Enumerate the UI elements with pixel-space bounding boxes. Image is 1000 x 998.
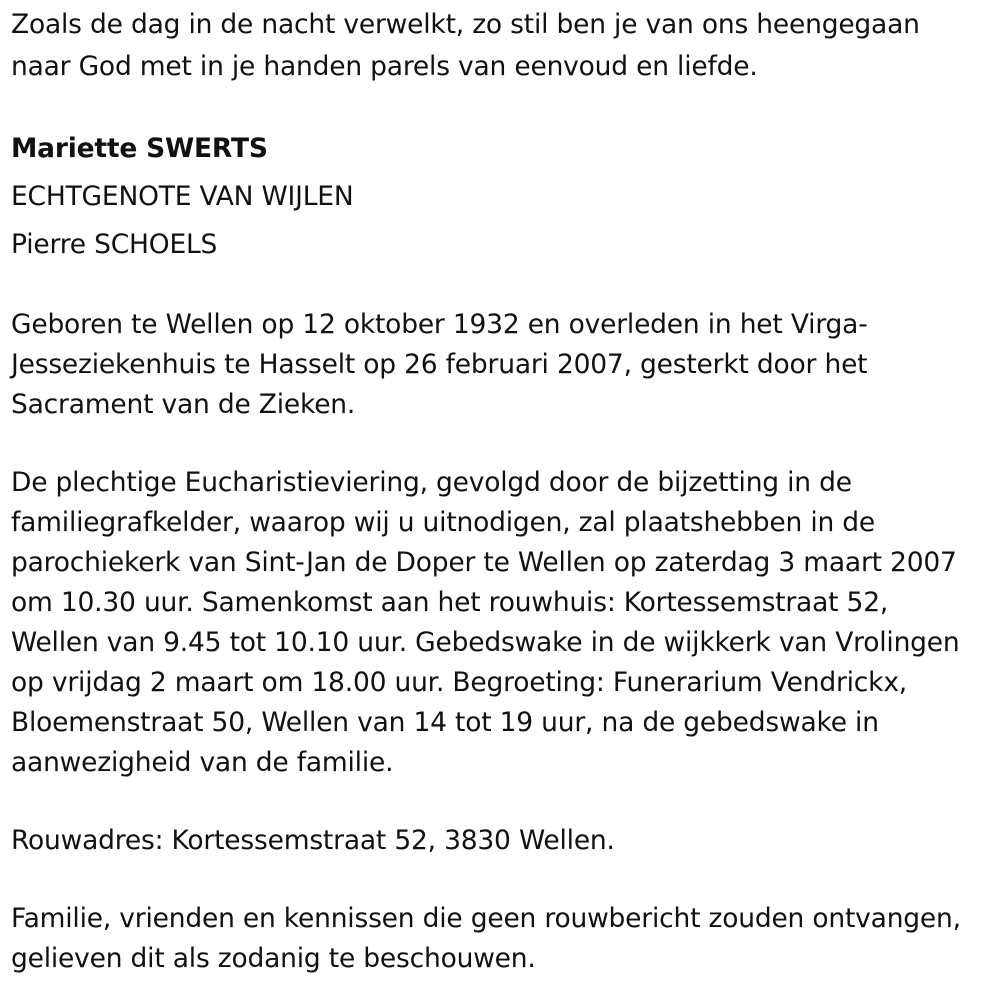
paragraph-line: Sacrament van de Zieken. [11,389,356,420]
obituary-document [11,4,991,979]
deceased-name: Mariette SWERTS [11,133,268,164]
paragraph-line: Geboren te Wellen op 12 oktober 1932 en overleden in het Virga- [11,309,868,340]
paragraph-line: aanwezigheid van de familie. [11,747,394,778]
paragraph-line: gelieven dit als zodanig te beschouwen. [11,943,536,974]
closing-paragraph [11,899,991,979]
paragraph-line: Wellen van 9.45 tot 10.10 uur. Gebedswake in de wijkkerk van Vrolingen [11,627,960,658]
paragraph-line: om 10.30 uur. Samenkomst aan het rouwhuis: Kortessemstraat 52, [11,587,889,618]
paragraph-line: Bloemenstraat 50, Wellen van 14 tot 19 uur, na de gebedswake in [11,707,879,738]
deceased-block [11,125,991,269]
poem-verse [11,4,991,88]
paragraph-line: familiegrafkelder, waarop wij u uitnodigen, zal plaatshebben in de [11,507,876,538]
birth-death-paragraph [11,305,991,425]
spouse-name: Pierre SCHOELS [11,229,218,260]
paragraph-line: op vrijdag 2 maart om 18.00 uur. Begroeting: Funerarium Vendrickx, [11,667,908,698]
poem-line: naar God met in je handen parels van eenvoud en liefde. [11,51,758,82]
paragraph-line: Familie, vrienden en kennissen die geen rouwbericht zouden ontvangen, [11,903,961,934]
ceremony-paragraph [11,463,991,783]
address-paragraph [11,821,991,861]
paragraph-line: Jesseziekenhuis te Hasselt op 26 februari 2007, gesterkt door het [11,349,868,380]
poem-line: Zoals de dag in de nacht verwelkt, zo stil ben je van ons heengegaan [11,9,920,40]
mourning-address: Rouwadres: Kortessemstraat 52, 3830 Wellen. [11,825,615,856]
paragraph-line: parochiekerk van Sint-Jan de Doper te Wellen op zaterdag 3 maart 2007 [11,547,957,578]
relation-label: ECHTGENOTE VAN WIJLEN [11,181,354,212]
paragraph-line: De plechtige Eucharistieviering, gevolgd door de bijzetting in de [11,467,852,498]
